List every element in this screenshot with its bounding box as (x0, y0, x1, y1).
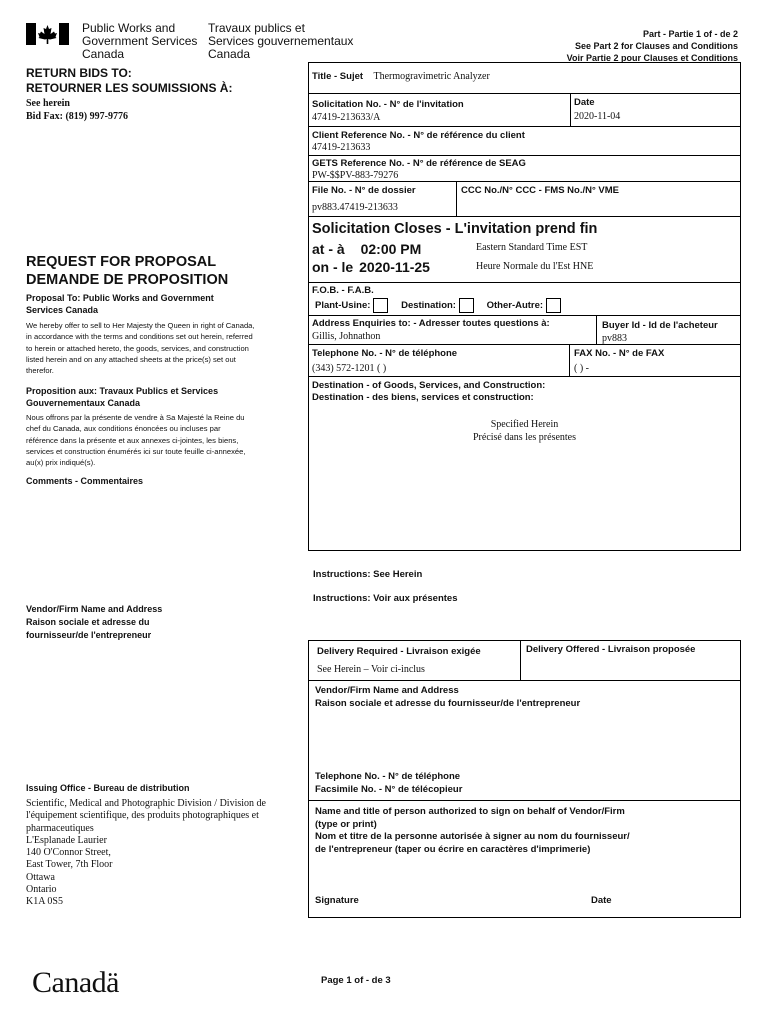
instructions-fr: Instructions: Voir aux présentes (313, 593, 458, 604)
part-line: Part - Partie 1 of - de 2 (642, 29, 738, 39)
close-time-row (312, 241, 421, 258)
tel-label: Telephone No. - N° de téléphone (312, 348, 458, 359)
left-vendor-fr2: fournisseur/de l'entrepreneur (26, 630, 152, 640)
proposition-body: Nous offrons par la présente de vendre à Sa Majesté la Reine du chef du Canada, aux conditions énoncées ou incluses par référence dans la présente et aux annexes ci-jointes, les biens, services et construction énumérés ici sur toute feuille ci-annexée, au(x) prix indiqué(s). (26, 413, 246, 468)
vendor-label-fr: Raison sociale et adresse du fournisseur/de l'entrepreneur (315, 698, 581, 709)
gets-value: PW-$$PV-883-79276 (312, 170, 399, 181)
tz-fr: Heure Normale du l'Est HNE (476, 261, 594, 272)
closes-title: Solicitation Closes - L'invitation prend fin (312, 221, 598, 237)
signature-label: Signature (315, 895, 359, 906)
vendor-label-en: Vendor/Firm Name and Address (315, 685, 459, 696)
close-date-row (312, 259, 430, 276)
auth-line1: Name and title of person authorized to sign on behalf of Vendor/Firm (315, 806, 625, 817)
on-label: on - le (312, 259, 354, 275)
authorized-person-block (315, 806, 630, 856)
other-label: Other-Autre: (486, 300, 544, 312)
issuing-line: Ontario (26, 884, 57, 896)
org-fr-line1: Travaux publics et (208, 21, 305, 35)
client-ref-label: Client Reference No. - N° de référence du client (312, 130, 525, 141)
delivery-required-label: Delivery Required - Livraison exigée (317, 646, 481, 657)
client-ref-value: 47419-213633 (312, 142, 371, 153)
title-field (312, 66, 490, 84)
dest-value-fr: Précisé dans les présentes (472, 432, 577, 443)
fob-options (315, 298, 571, 313)
solicitation-value: 47419-213633/A (312, 112, 381, 123)
tz-en: Eastern Standard Time EST (476, 242, 588, 253)
dest-label-fr: Destination - des biens, services et construction: (312, 392, 534, 403)
issuing-line: pharmaceutiques (26, 822, 94, 834)
org-en-line3: Canada (82, 47, 125, 61)
destination-checkbox[interactable] (459, 298, 474, 313)
fax-label: FAX No. - N° de FAX (574, 348, 665, 359)
date-value: 2020-11-04 (574, 111, 621, 122)
date-label: Date (574, 97, 595, 108)
fax-value: ( ) - (574, 363, 589, 374)
issuing-line: L'Esplanade Laurier (26, 834, 107, 846)
at-label: at - à (312, 241, 345, 257)
left-vendor-en: Vendor/Firm Name and Address (26, 604, 163, 614)
org-name-fr (208, 22, 353, 61)
title-value: Thermogravimetric Analyzer (373, 71, 490, 82)
delivery-required-value: See Herein – Voir ci-inclus (317, 664, 425, 675)
fob-label: F.O.B. - F.A.B. (312, 285, 374, 296)
plant-checkbox[interactable] (373, 298, 388, 313)
issuing-line: Ottawa (26, 871, 55, 883)
buyer-value: pv883 (602, 333, 627, 344)
ccc-label: CCC No./N° CCC - FMS No./N° VME (461, 185, 620, 196)
vendor-fax-label: Facsimile No. - N° de télécopieur (315, 784, 463, 795)
close-date-value: 2020-11-25 (359, 259, 430, 275)
see-part-en: See Part 2 for Clauses and Conditions (574, 41, 738, 51)
instructions-en: Instructions: See Herein (313, 569, 423, 580)
destination-label: Destination: (401, 300, 456, 312)
rfp-en: REQUEST FOR PROPOSAL (26, 254, 217, 270)
delivery-offered-label: Delivery Offered - Livraison proposée (526, 644, 696, 655)
auth-line3: Nom et titre de la personne autorisée à signer au nom du fournisseur/ (315, 831, 630, 842)
return-bids-en: RETURN BIDS TO: (26, 66, 132, 80)
org-en-line1: Public Works and (82, 21, 176, 35)
buyer-label: Buyer Id - Id de l'acheteur (602, 320, 718, 331)
return-bids-fr: RETOURNER LES SOUMISSIONS À: (26, 81, 233, 95)
dest-value-en: Specified Herein (490, 419, 559, 430)
enquiries-label: Address Enquiries to: - Adresser toutes questions à: (312, 318, 550, 329)
tel-value: (343) 572-1201 ( ) (312, 363, 387, 374)
org-en-line2: Government Services (82, 34, 198, 48)
issuing-line: East Tower, 7th Floor (26, 859, 113, 871)
return-address (26, 97, 128, 123)
other-checkbox[interactable] (546, 298, 561, 313)
dest-label-en: Destination - of Goods, Services, and Construction: (312, 380, 546, 391)
enquiries-value: Gillis, Johnathon (312, 331, 381, 342)
signature-date-label: Date (591, 895, 612, 906)
rfp-heading (26, 253, 228, 289)
comments-label: Comments - Commentaires (26, 476, 144, 486)
auth-line4: de l'entrepreneur (taper ou écrire en caractères d'imprimerie) (315, 843, 591, 855)
issuing-office-label: Issuing Office - Bureau de distribution (26, 783, 190, 793)
return-bids (26, 66, 232, 96)
auth-line2: (type or print) (315, 818, 377, 830)
issuing-office-address (26, 798, 306, 909)
canada-flag-logo (26, 23, 69, 45)
issuing-line: K1A 0S5 (26, 896, 63, 908)
part-info (567, 28, 738, 64)
bid-fax: Bid Fax: (819) 997-9776 (26, 111, 128, 122)
gets-label: GETS Reference No. - N° de référence de SEAG (312, 158, 526, 169)
canada-wordmark: Canadä (32, 966, 119, 999)
left-vendor-block (26, 603, 162, 642)
see-herein: See herein (26, 98, 70, 109)
plant-label: Plant-Usine: (315, 300, 371, 312)
issuing-line: 140 O'Connor Street, (26, 847, 111, 859)
file-value: pv883.47419-213633 (312, 202, 398, 213)
left-vendor-fr1: Raison sociale et adresse du (26, 617, 150, 627)
vendor-tel-label: Telephone No. - N° de téléphone (315, 771, 461, 782)
issuing-line: l'équipement scientifique, des produits photographiques et (26, 810, 259, 822)
org-name-en (82, 22, 197, 61)
rfp-fr: DEMANDE DE PROPOSITION (26, 272, 229, 288)
proposal-to-title: Proposal To: Public Works and Government Services Canada (26, 293, 214, 315)
page-number: Page 1 of - de 3 (321, 975, 391, 986)
issuing-line: Scientific, Medical and Photographic Division / Division de (26, 798, 266, 809)
proposal-to-body: We hereby offer to sell to Her Majesty the Queen in right of Canada, in accordance with the terms and conditions set out herein, referred to herein or attached hereto, the goods, services, and construction listed herein and on any attached sheets at the price(s) set out therefor. (26, 321, 255, 376)
see-part-fr: Voir Partie 2 pour Clauses et Conditions (566, 53, 738, 63)
title-label: Title - Sujet (312, 71, 364, 82)
file-label: File No. - N° de dossier (312, 185, 416, 196)
close-time-value: 02:00 PM (360, 241, 422, 257)
org-fr-line2: Services gouvernementaux (208, 34, 354, 48)
proposition-title: Proposition aux: Travaux Publics et Services Gouvernementaux Canada (26, 386, 219, 408)
org-fr-line3: Canada (208, 47, 251, 61)
solicitation-label: Solicitation No. - N° de l'invitation (312, 99, 464, 110)
